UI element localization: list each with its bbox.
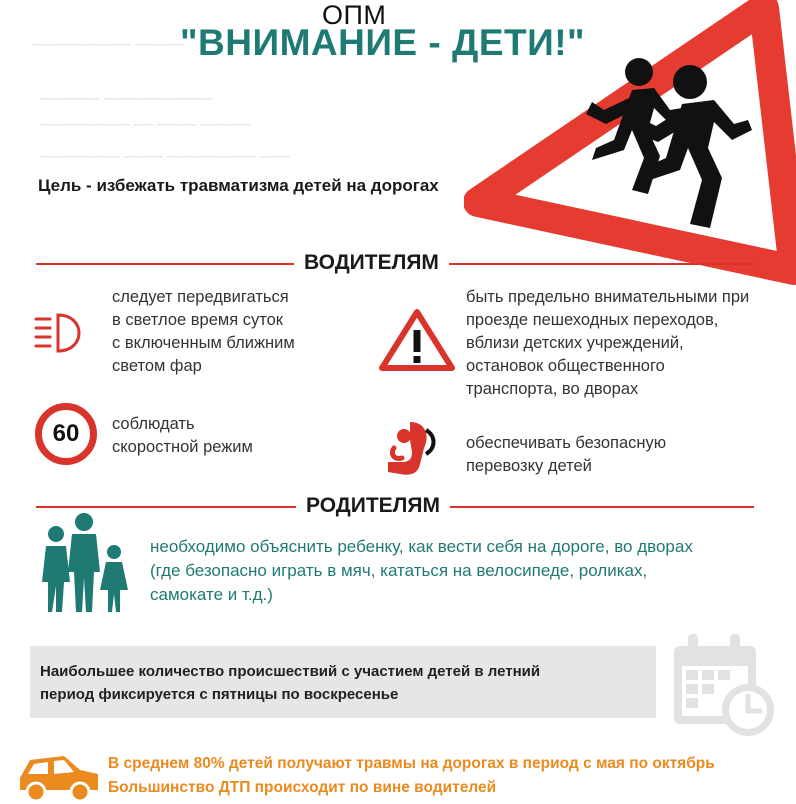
- parents-text: необходимо объяснить ребенку, как вести себя на дороге, во дворах (где безопасно играть в мяч, кататься на велосипеде, роликах, самокате и т.д.): [150, 537, 693, 604]
- headlights-text: следует передвигаться в светлое время суток с включенным ближним светом фар: [112, 288, 295, 375]
- speed-limit-icon: [35, 403, 97, 465]
- calendar-clock-icon: [670, 630, 780, 740]
- attention-warning-icon: [378, 308, 456, 372]
- speed-limit-value: 60: [52, 420, 80, 447]
- faded-line: ────────── ─────: [32, 36, 185, 52]
- crashed-car-icon: [14, 748, 102, 804]
- goal-text: Цель - избежать травматизма детей на дорогах: [38, 176, 439, 195]
- speed-text: соблюдать скоростной режим: [112, 415, 253, 456]
- weekend-note-text: Наибольшее количество происшествий с участием детей в летний период фиксируется с пятницы по воскресенье: [40, 663, 541, 703]
- family-icon: [36, 512, 132, 616]
- stats-text: В среднем 80% детей получают травмы на дорогах в период с мая по октябрь Большинство ДТП происходит по вине водителей: [108, 755, 715, 796]
- headlight-icon: [34, 311, 90, 355]
- faded-line: ───────── ── ──── ─────: [40, 116, 251, 132]
- page-title: "ВНИМАНИЕ - ДЕТИ!": [180, 22, 586, 63]
- faded-line: ──────── ──── ───────── ───: [40, 148, 290, 164]
- header-top-label: ОПМ: [322, 0, 387, 30]
- children-crossing-warning-sign-icon: [464, 0, 796, 290]
- transport-text: обеспечивать безопасную перевозку детей: [466, 434, 667, 475]
- child-seat-icon: [380, 418, 440, 480]
- faded-line: ────── ───────────: [40, 90, 213, 106]
- attention-text: быть предельно внимательными при проезде пешеходных переходов, вблизи детских учреждений, остановок общественного транспорта, во дворах: [466, 288, 750, 398]
- parents-section-title: РОДИТЕЛЯМ: [296, 494, 450, 518]
- drivers-section-title: ВОДИТЕЛЯМ: [294, 251, 449, 275]
